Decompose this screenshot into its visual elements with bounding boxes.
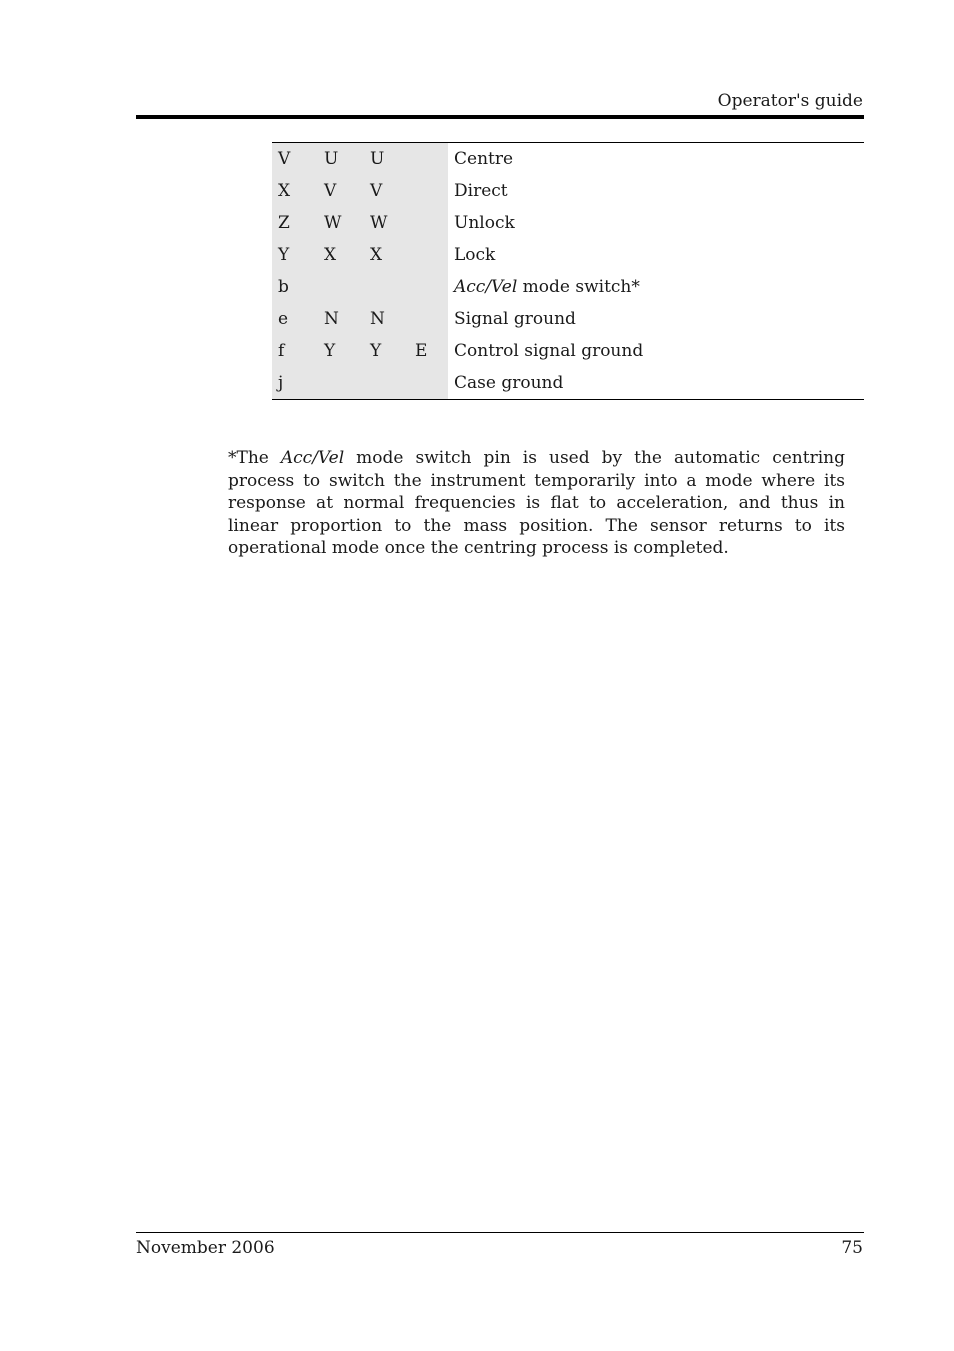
footnote	[228, 447, 845, 560]
table-row	[272, 271, 864, 303]
pin-description: Direct	[454, 181, 508, 201]
pin-code: W	[364, 207, 409, 239]
pin-description: Centre	[454, 149, 514, 169]
table-row	[272, 207, 864, 239]
pin-description-text: mode switch*	[517, 277, 640, 297]
pin-code	[364, 271, 409, 303]
table-row	[272, 175, 864, 207]
pin-code	[409, 239, 448, 271]
pin-code	[318, 271, 364, 303]
pin-code	[409, 303, 448, 335]
table-row	[272, 239, 864, 271]
pin-code: b	[272, 271, 318, 303]
pin-code	[409, 207, 448, 239]
pin-code: U	[318, 143, 364, 176]
footnote-emphasis: Acc/Vel	[280, 448, 345, 468]
pin-code: X	[318, 239, 364, 271]
footnote-prefix: *The	[228, 448, 281, 468]
pin-code: W	[318, 207, 364, 239]
pin-code: E	[409, 335, 448, 367]
footnote-text: mode switch pin is used by the automatic centring process to switch the instrument temporarily into a mode where its response at normal frequencies is flat to acceleration, and thus in linear proportion to the mass position. The sensor returns to its operational mode once the centring process is completed.	[228, 448, 845, 559]
running-header: Operator's guide	[717, 91, 863, 111]
pin-code: X	[272, 175, 318, 207]
pin-code: Z	[272, 207, 318, 239]
footer-rule	[136, 1232, 864, 1233]
pin-code	[409, 271, 448, 303]
pin-code: V	[318, 175, 364, 207]
table-row	[272, 303, 864, 335]
pin-code	[318, 367, 364, 400]
pin-description: Lock	[454, 245, 496, 265]
pin-description: Control signal ground	[454, 341, 644, 361]
pin-code: Y	[364, 335, 409, 367]
pin-code: U	[364, 143, 409, 176]
acc-vel-emphasis: Acc/Vel	[454, 277, 518, 297]
pin-code: Y	[318, 335, 364, 367]
pin-code: V	[272, 143, 318, 176]
header-rule	[136, 115, 864, 119]
pin-code: V	[364, 175, 409, 207]
pin-code	[409, 367, 448, 400]
pin-code: f	[272, 335, 318, 367]
pin-description: Signal ground	[454, 309, 576, 329]
pin-code	[364, 367, 409, 400]
pin-code: Y	[272, 239, 318, 271]
table-row	[272, 367, 864, 400]
pin-code: N	[318, 303, 364, 335]
pin-code: N	[364, 303, 409, 335]
footer-date: November 2006	[136, 1238, 275, 1258]
pin-code: j	[272, 367, 318, 400]
pin-code: e	[272, 303, 318, 335]
pin-description: Case ground	[454, 373, 564, 393]
pin-code	[409, 143, 448, 176]
table-row	[272, 335, 864, 367]
pin-code: X	[364, 239, 409, 271]
pin-table	[272, 142, 864, 400]
page-number: 75	[841, 1238, 863, 1258]
pin-description: Unlock	[454, 213, 515, 233]
pin-description	[448, 271, 864, 303]
table-row	[272, 143, 864, 176]
pin-code	[409, 175, 448, 207]
